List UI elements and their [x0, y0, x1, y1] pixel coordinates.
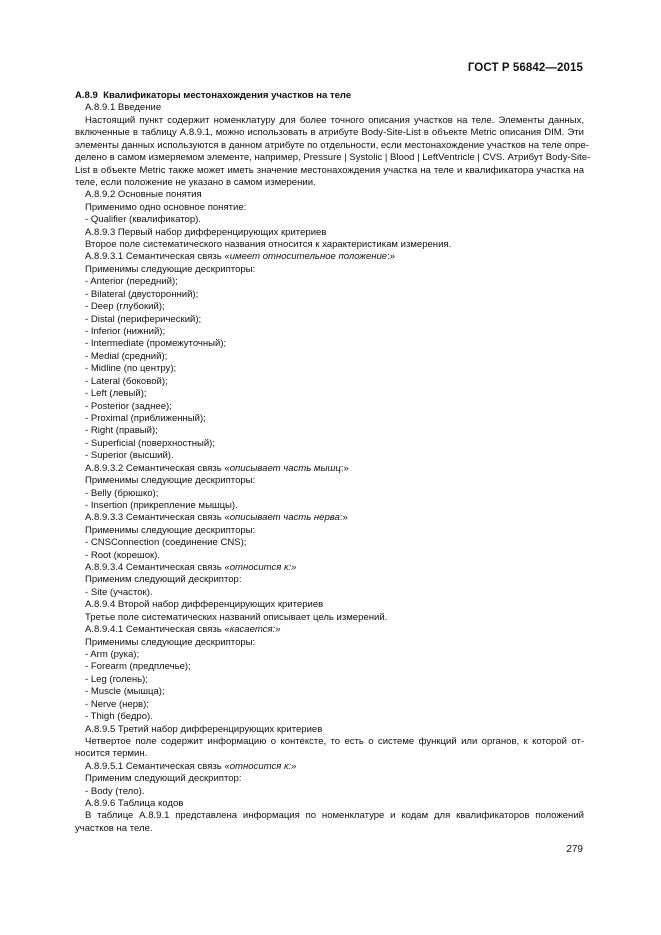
list-item: - Left (левый);: [85, 388, 147, 400]
relation-name: имеет относительное положение: [229, 251, 388, 263]
list-item: - Midline (по центру);: [85, 363, 177, 375]
relation-suffix: :»: [339, 512, 348, 524]
list-item: - Qualifier (квалификатор).: [85, 214, 201, 226]
paragraph-line: носится термин.: [75, 748, 148, 760]
list-item: - Muscle (мышца);: [85, 686, 165, 698]
paragraph: [75, 736, 584, 761]
list-item: - Body (тело).: [85, 785, 145, 797]
paragraph-line: В таблице А.8.9.1 представлена информация по номенклатуре и кодам для квалификаторов положений: [85, 810, 584, 822]
list-item: - Lateral (боковой);: [85, 375, 168, 387]
subsection-heading: A.8.9.1 Введение: [85, 102, 162, 114]
paragraph: [75, 114, 591, 190]
list-item: - Root (корешок).: [85, 549, 161, 561]
section-title: Квалификаторы местонахождения участков на теле: [103, 90, 352, 101]
relation-name: описывает часть нерва: [229, 512, 340, 524]
semantic-relation-heading: [75, 761, 584, 773]
text-line: Применим следующий дескриптор:: [85, 773, 242, 785]
relation-prefix: A.8.9.3.2 Семантическая связь «: [85, 462, 230, 474]
text-line: Применимы следующие дескрипторы:: [85, 475, 256, 487]
text-line: Применимы следующие дескрипторы:: [85, 636, 256, 648]
relation-prefix: A.8.9.3.3 Семантическая связь «: [85, 512, 230, 524]
semantic-relation-heading: [75, 251, 584, 263]
list-item: - Forearm (предплечье);: [85, 661, 191, 673]
text-line: Применимы следующие дескрипторы:: [85, 263, 256, 275]
section-number: A.8.9: [75, 90, 98, 101]
list-item: - Distal (периферический);: [85, 313, 202, 325]
relation-name: относится к:»: [229, 760, 297, 772]
relation-suffix: :»: [387, 251, 396, 263]
list-item: - Site (участок).: [85, 586, 153, 598]
text-line: Применим следующий дескриптор:: [85, 574, 242, 586]
relation-name: относится к:»: [229, 562, 297, 574]
page-number: 279: [566, 844, 583, 855]
paragraph-line: Настоящий пункт содержит номенклатуру для более точного описания участков на теле. Элементы данных,: [85, 114, 584, 126]
list-item: - Leg (голень);: [85, 673, 148, 685]
relation-name: касается:»: [229, 624, 281, 636]
list-item: - Anterior (передний);: [85, 276, 178, 288]
paragraph-line: элементы данных используются в данном атрибуте по отдельности, если местонахождение участков на теле опре-: [75, 139, 589, 151]
relation-prefix: A.8.9.4.1 Семантическая связь «: [85, 624, 230, 636]
list-item: - Thigh (бедро).: [85, 711, 153, 723]
list-item: - Nerve (нерв);: [85, 698, 149, 710]
list-item: - Inferior (нижний);: [85, 326, 166, 338]
list-item: - Posterior (заднее);: [85, 400, 172, 412]
list-item: - Arm (рука);: [85, 648, 140, 660]
paragraph-line: включенные в таблицу А.8.9.1, можно использовать в атрибуте Body-Site-List в объекте Metric описания DIM. Эти: [75, 127, 584, 139]
text-line: Третье поле систематических названий описывает цель измерений.: [85, 611, 388, 623]
relation-prefix: A.8.9.3.4 Семантическая связь «: [85, 562, 230, 574]
list-item: - Medial (средний);: [85, 350, 168, 362]
relation-prefix: A.8.9.5.1 Семантическая связь «: [85, 760, 230, 772]
semantic-relation-heading: [75, 512, 584, 524]
section-heading: [75, 90, 584, 102]
text-line: Второе поле систематического названия относится к характеристикам измерения.: [85, 239, 452, 251]
paragraph-line: участков на теле.: [75, 822, 153, 834]
list-item: - Superficial (поверхностный);: [85, 437, 215, 449]
paragraph-line: делено в самом измеряемом элементе, например, Pressure | Systolic | Blood | LeftVentricle | CVS. Атрибут Body-Site-: [75, 152, 591, 164]
relation-name: описывает часть мышц: [229, 462, 341, 474]
list-item: - Proximal (приближенный);: [85, 412, 206, 424]
semantic-relation-heading: [75, 624, 584, 636]
text-line: Применимо одно основное понятие:: [85, 201, 247, 213]
document-body: [75, 90, 591, 835]
paragraph-line: теле, если положение не указано в самом измерении.: [75, 176, 316, 188]
paragraph-line: Четвертое поле содержит информацию о контексте, то есть о системе функций или органов, к которой от-: [85, 735, 584, 747]
list-item: - Superior (высший).: [85, 450, 174, 462]
list-item: - Insertion (прикрепление мышцы).: [85, 499, 238, 511]
list-item: - CNSConnection (соединение CNS);: [85, 537, 247, 549]
subsection-heading: A.8.9.3 Первый набор дифференцирующих критериев: [85, 226, 327, 238]
list-item: - Deep (глубокий);: [85, 301, 165, 313]
section-content: [75, 102, 591, 835]
paragraph: [75, 810, 584, 835]
relation-suffix: :»: [340, 462, 349, 474]
list-item: - Belly (брюшко);: [85, 487, 159, 499]
list-item: - Intermediate (промежуточный);: [85, 338, 227, 350]
semantic-relation-heading: [75, 463, 584, 475]
subsection-heading: A.8.9.2 Основные понятия: [85, 189, 202, 201]
relation-prefix: A.8.9.3.1 Семантическая связь «: [85, 251, 230, 263]
subsection-heading: A.8.9.4 Второй набор дифференцирующих критериев: [85, 599, 324, 611]
text-line: Применимы следующие дескрипторы:: [85, 524, 256, 536]
list-item: - Right (правый);: [85, 425, 158, 437]
subsection-heading: A.8.9.5 Третий набор дифференцирующих критериев: [85, 723, 323, 735]
list-item: - Bilateral (двусторонний);: [85, 288, 199, 300]
document-header: ГОСТ Р 56842—2015: [467, 62, 583, 74]
subsection-heading: A.8.9.6 Таблица кодов: [85, 798, 184, 810]
semantic-relation-heading: [75, 562, 584, 574]
paragraph-line: List в объекте Metric также может иметь значение местонахождения участка на теле и квалификатора участка на: [75, 164, 584, 176]
